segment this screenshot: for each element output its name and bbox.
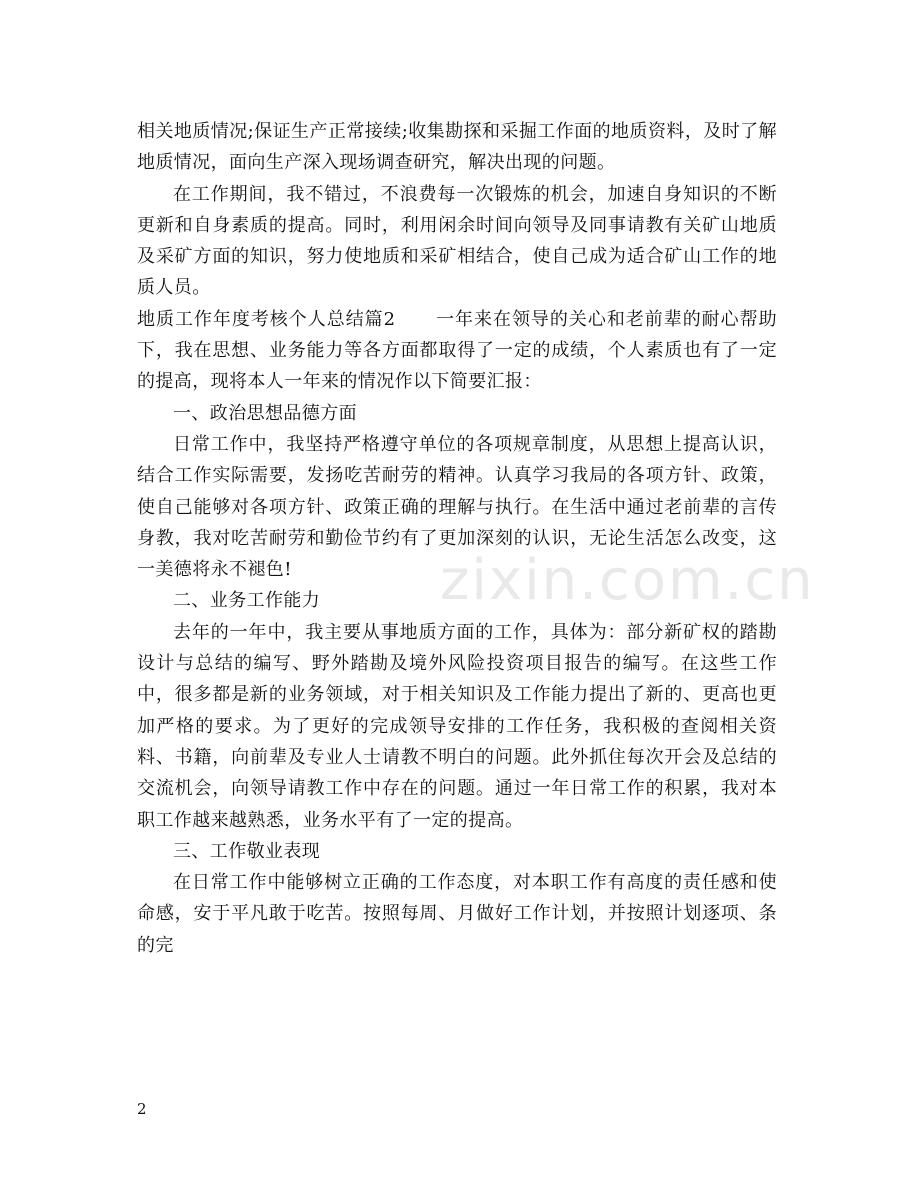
watermark: zixin.com.cn xyxy=(440,548,815,613)
heading-business: 二、业务工作能力 xyxy=(173,590,321,612)
paragraph-continuation: 相关地质情况;保证生产正常接续;收集勘探和采掘工作面的地质资料，及时了解地质情况，面向生产深入现场调查研究，解决出现的问题。 xyxy=(137,121,777,174)
paragraph-work-period: 在工作期间，我不错过，不浪费每一次锻炼的机会，加速自身知识的不断更新和自身素质的提高。同时，利用闲余时间向领导及同事请教有关矿山地质及采矿方面的知识，努力使地质和采矿相结合，使自己成为适合矿山工作的地质人员。 xyxy=(137,183,777,299)
intro-text: 一年来在领导的关心和老前辈的耐心帮助下，我在思想、业务能力等各方面都取得了一定的成绩，个人素质也有了一定的提高，现将本人一年来的情况作以下简要汇报： xyxy=(137,308,777,393)
section-title: 地质工作年度考核个人总结篇2 xyxy=(137,308,396,330)
paragraph-business: 去年的一年中，我主要从事地质方面的工作，具体为：部分新矿权的踏勘设计与总结的编写、野外踏勘及境外风险投资项目报告的编写。在这些工作中，很多都是新的业务领域，对于相关知识及工作能力提出了新的、更高也更加严格的要求。为了更好的完成领导安排的工作任务，我积极的查阅相关资料、书籍，向前辈及专业人士请教不明白的问题。此外抓住每次开会及总结的交流机会，向领导请教工作中存在的问题。通过一年日常工作的积累，我对本职工作越来越熟悉，业务水平有了一定的提高。 xyxy=(137,621,777,831)
paragraph-section-title xyxy=(137,304,777,398)
heading-political: 一、政治思想品德方面 xyxy=(173,402,357,424)
heading-dedication: 三、工作敬业表现 xyxy=(173,840,321,862)
document-body xyxy=(137,116,777,961)
paragraph-dedication: 在日常工作中能够树立正确的工作态度，对本职工作有高度的责任感和使命感，安于平凡敢于吃苦。按照每周、月做好工作计划，并按照计划逐项、条的完 xyxy=(137,872,777,956)
paragraph-political: 日常工作中，我坚持严格遵守单位的各项规章制度，从思想上提高认识，结合工作实际需要，发扬吃苦耐劳的精神。认真学习我局的各项方针、政策，使自己能够对各项方针、政策正确的理解与执行。在生活中通过老前辈的言传身教，我对吃苦耐劳和勤俭节约有了更加深刻的认识，无论生活怎么改变，这一美德将永不褪色! xyxy=(137,433,777,581)
page-number: 2 xyxy=(137,1100,147,1118)
